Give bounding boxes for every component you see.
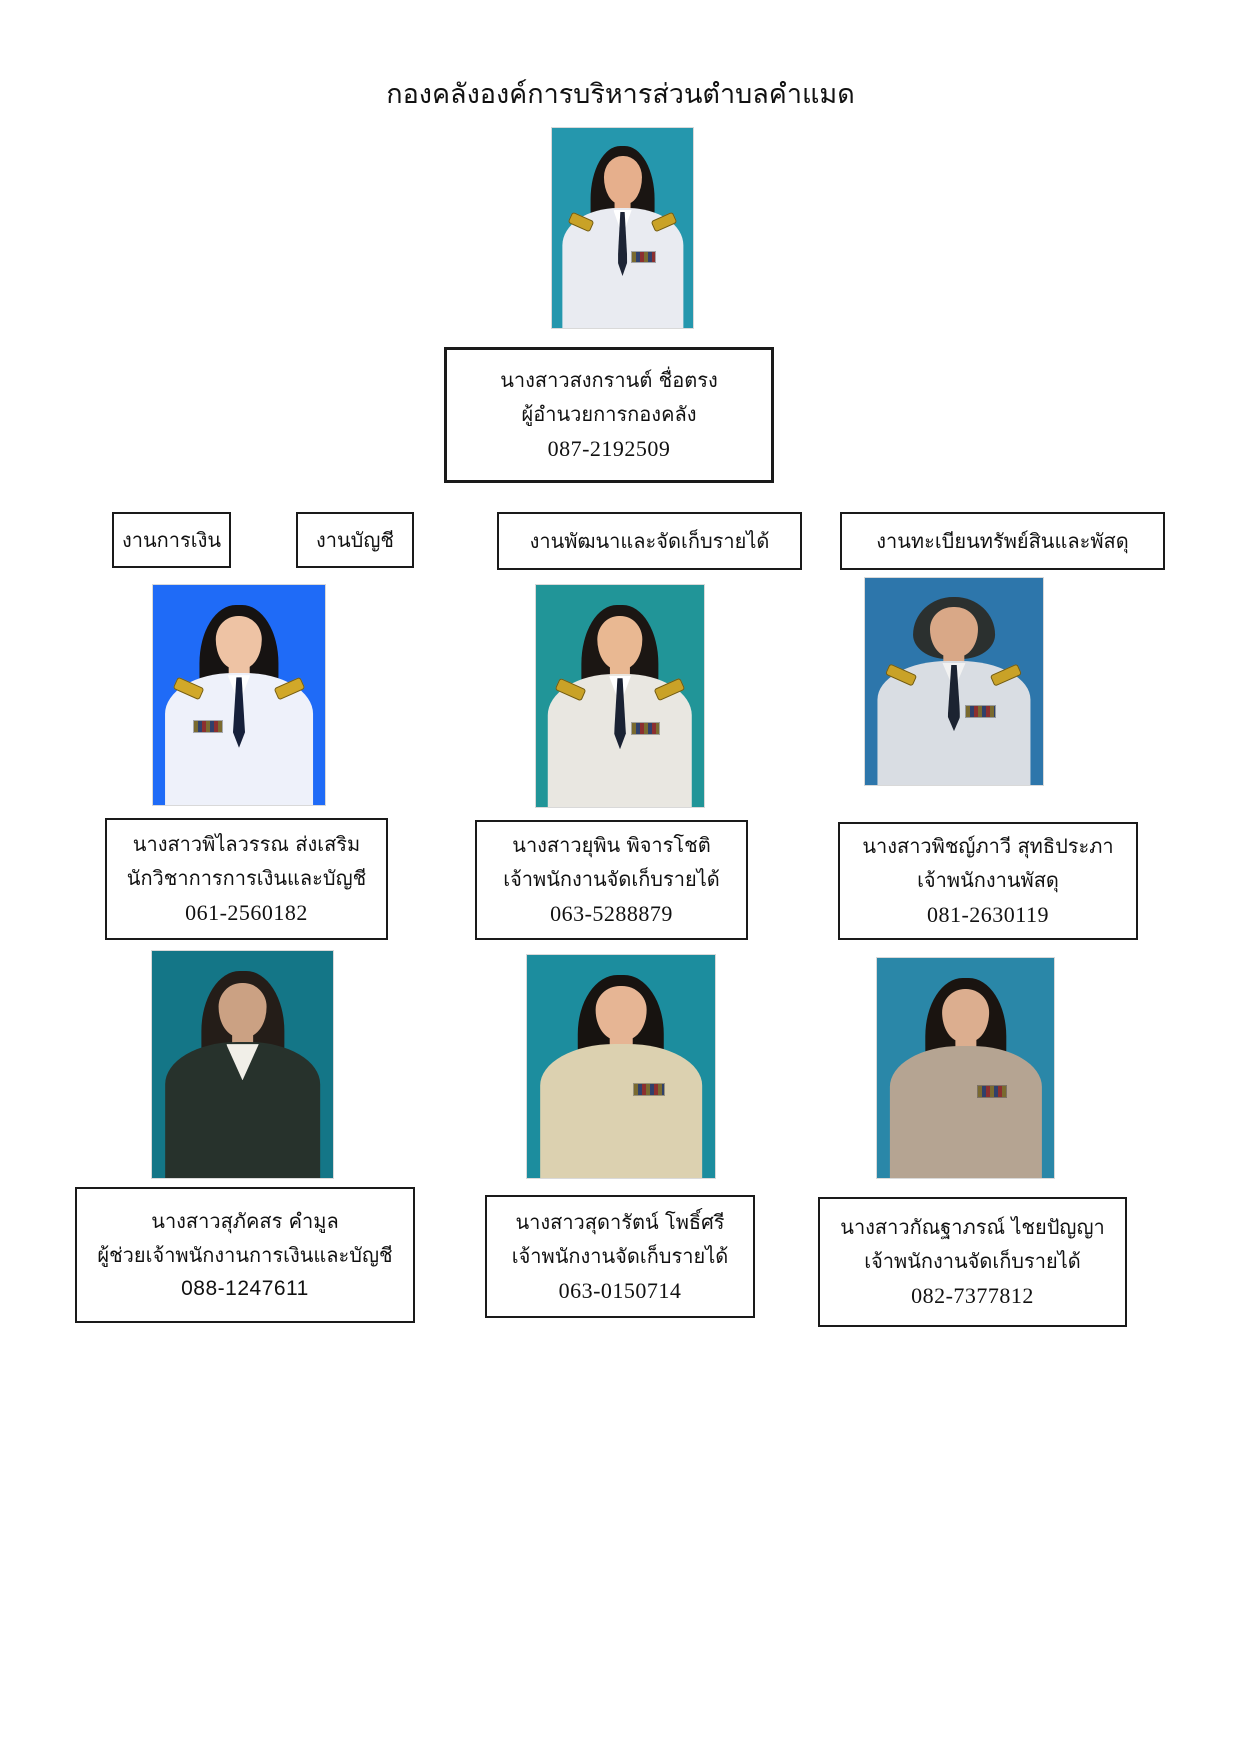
director-info-box (444, 347, 774, 483)
staff-phone: 082-7377812 (911, 1283, 1034, 1308)
staff-photo-row1-3 (865, 578, 1043, 785)
staff-phone: 063-5288879 (550, 901, 673, 926)
staff-name: นางสาวสุภัคสร คำมูล (151, 1209, 339, 1233)
staff-info-box-row1-3 (838, 822, 1138, 940)
staff-name: นางสาวกัณฐาภรณ์ ไชยปัญญา (840, 1215, 1105, 1239)
staff-name: นางสาวพิชญ์ภาวี สุทธิประภา (862, 834, 1114, 858)
page-title: กองคลังองค์การบริหารส่วนตำบลคำแมด (386, 79, 855, 110)
staff-phone: 061-2560182 (185, 900, 308, 925)
staff-name: นางสาวพิไลวรรณ ส่งเสริม (132, 832, 361, 856)
portrait-uniform (540, 1044, 702, 1178)
staff-position: เจ้าพนักงานพัสดุ (917, 868, 1059, 892)
staff-photo-row2-2 (527, 955, 715, 1178)
section-box-revenue: งานพัฒนาและจัดเก็บรายได้ (497, 512, 802, 570)
section-box-accounting: งานบัญชี (296, 512, 414, 568)
staff-name: นางสาวสุดารัตน์ โพธิ์ศรี (515, 1209, 725, 1234)
staff-photo-row1-2 (536, 585, 704, 807)
staff-position: เจ้าพนักงานจัดเก็บรายได้ (864, 1249, 1081, 1273)
portrait-ribbon-bar (632, 252, 655, 262)
staff-info-box-row1-2 (475, 820, 748, 940)
portrait-uniform (889, 1046, 1041, 1178)
staff-position: เจ้าพนักงานจัดเก็บรายได้ (511, 1243, 729, 1268)
section-box-asset-supply: งานทะเบียนทรัพย์สินและพัสดุ (840, 512, 1165, 570)
staff-phone: 081-2630119 (926, 902, 1049, 927)
director-photo (552, 128, 693, 328)
staff-position: ผู้ช่วยเจ้าพนักงานการเงินและบัญชี (97, 1243, 393, 1267)
staff-position: นักวิชาการการเงินและบัญชี (126, 866, 367, 890)
staff-info-box-row2-3 (818, 1197, 1127, 1327)
section-box-finance: งานการเงิน (112, 512, 231, 568)
staff-info-box-row2-1 (75, 1187, 415, 1323)
director-position: ผู้อำนวยการกองคลัง (521, 402, 697, 426)
blank-lower-area (0, 1340, 1241, 1341)
staff-info-box-row2-2 (485, 1195, 755, 1318)
portrait-ribbon-bar (966, 706, 994, 716)
staff-position: เจ้าพนักงานจัดเก็บรายได้ (503, 867, 720, 891)
staff-photo-row2-3 (877, 958, 1054, 1178)
director-name: นางสาวสงกรานต์ ชื่อตรง (500, 368, 718, 392)
staff-name: นางสาวยุพิน พิจารโชติ (512, 833, 711, 857)
portrait-ribbon-bar (634, 1084, 664, 1095)
staff-phone: 088-1247611 (181, 1277, 309, 1300)
director-phone: 087-2192509 (547, 436, 671, 461)
portrait-ribbon-bar (632, 723, 659, 734)
staff-phone: 063-0150714 (558, 1277, 682, 1303)
staff-photo-row1-1 (153, 585, 325, 805)
portrait-ribbon-bar (978, 1086, 1006, 1097)
staff-photo-row2-1 (152, 951, 333, 1178)
portrait-ribbon-bar (194, 721, 222, 732)
staff-info-box-row1-1 (105, 818, 388, 940)
